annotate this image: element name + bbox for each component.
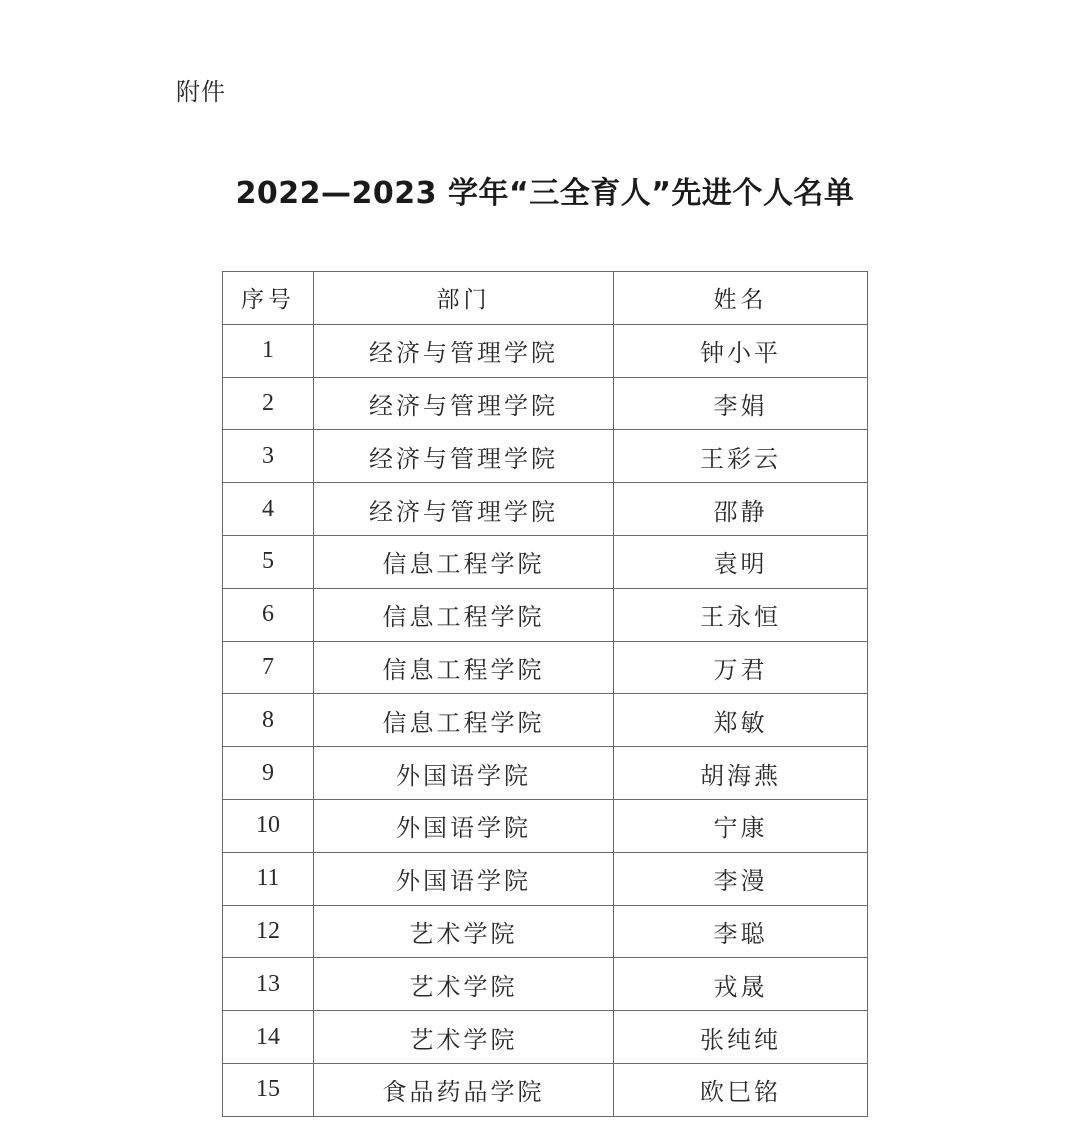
table-row (223, 324, 868, 377)
table-row (223, 377, 868, 430)
table-row (223, 958, 868, 1011)
row-department: 经济与管理学院 (314, 377, 614, 430)
row-department: 信息工程学院 (314, 535, 614, 588)
row-person-name: 袁明 (614, 535, 868, 588)
row-number: 14 (223, 1011, 314, 1064)
row-number: 12 (223, 905, 314, 958)
row-number: 8 (223, 694, 314, 747)
row-person-name: 戎晟 (614, 958, 868, 1011)
row-person-name: 胡海燕 (614, 747, 868, 800)
row-person-name: 邵静 (614, 483, 868, 536)
row-person-name: 张纯纯 (614, 1011, 868, 1064)
row-person-name: 李聪 (614, 905, 868, 958)
table-row (223, 694, 868, 747)
row-person-name: 王彩云 (614, 430, 868, 483)
row-department: 艺术学院 (314, 1011, 614, 1064)
row-person-name: 万君 (614, 641, 868, 694)
row-department: 经济与管理学院 (314, 483, 614, 536)
row-number: 9 (223, 747, 314, 800)
table-body (223, 324, 868, 1116)
row-number: 11 (223, 852, 314, 905)
row-person-name: 李漫 (614, 852, 868, 905)
column-header-number: 序号 (223, 272, 314, 325)
row-number: 7 (223, 641, 314, 694)
row-department: 艺术学院 (314, 905, 614, 958)
row-department: 食品药品学院 (314, 1063, 614, 1116)
column-header-department: 部门 (314, 272, 614, 325)
row-department: 经济与管理学院 (314, 430, 614, 483)
row-number: 15 (223, 1063, 314, 1116)
table-row (223, 905, 868, 958)
row-department: 外国语学院 (314, 799, 614, 852)
row-department: 艺术学院 (314, 958, 614, 1011)
row-number: 3 (223, 430, 314, 483)
advanced-individuals-table (222, 271, 868, 1117)
table-row (223, 747, 868, 800)
row-person-name: 欧巳铭 (614, 1063, 868, 1116)
table-row (223, 852, 868, 905)
row-department: 外国语学院 (314, 852, 614, 905)
row-person-name: 王永恒 (614, 588, 868, 641)
table-header-row (223, 272, 868, 325)
row-department: 信息工程学院 (314, 641, 614, 694)
row-person-name: 李娟 (614, 377, 868, 430)
row-number: 6 (223, 588, 314, 641)
table-row (223, 1063, 868, 1116)
document-title: 2022—2023 学年“三全育人”先进个人名单 (235, 176, 855, 211)
row-department: 外国语学院 (314, 747, 614, 800)
table-row (223, 430, 868, 483)
row-number: 1 (223, 324, 314, 377)
table-row (223, 641, 868, 694)
row-department: 信息工程学院 (314, 588, 614, 641)
row-number: 13 (223, 958, 314, 1011)
row-number: 10 (223, 799, 314, 852)
row-number: 5 (223, 535, 314, 588)
row-number: 4 (223, 483, 314, 536)
row-department: 信息工程学院 (314, 694, 614, 747)
row-person-name: 钟小平 (614, 324, 868, 377)
row-department: 经济与管理学院 (314, 324, 614, 377)
table-row (223, 799, 868, 852)
row-person-name: 郑敏 (614, 694, 868, 747)
row-person-name: 宁康 (614, 799, 868, 852)
table-row (223, 588, 868, 641)
table-row (223, 535, 868, 588)
row-number: 2 (223, 377, 314, 430)
table-row (223, 1011, 868, 1064)
attachment-label: 附件 (176, 78, 226, 106)
table-row (223, 483, 868, 536)
column-header-name: 姓名 (614, 272, 868, 325)
